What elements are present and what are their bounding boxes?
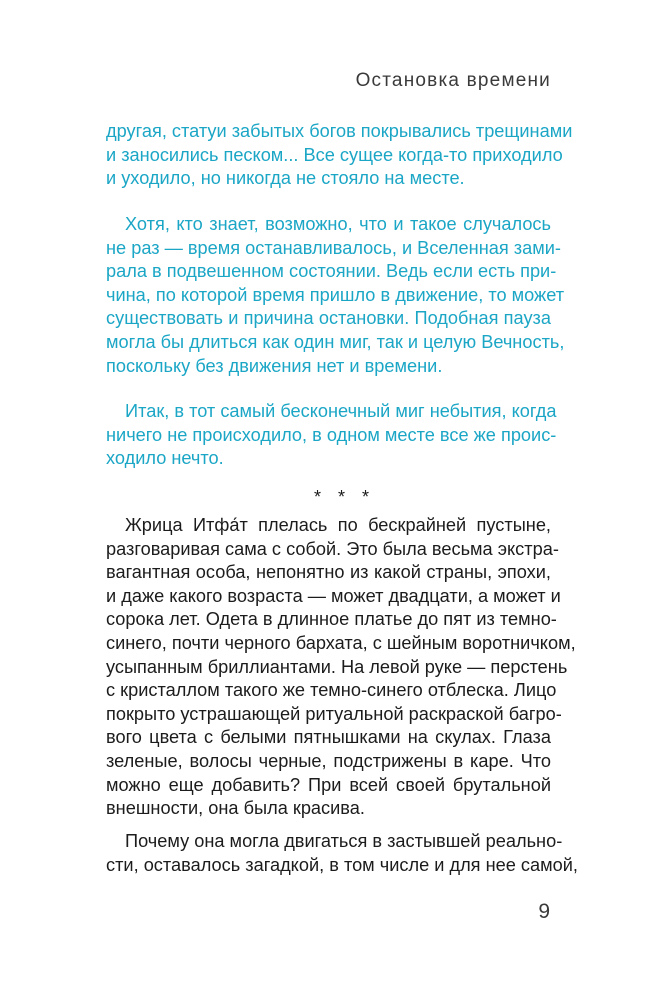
text-line: Жрица Итфа́т плелась по бескрайней пустыне, — [125, 515, 551, 535]
text-line: вого цвета с белыми пятнышками на скулах. Глаза — [106, 727, 551, 748]
text-line: и заносились песком... Все сущее когда-то приходило — [106, 144, 563, 165]
text-line: ничего не происходило, в одном месте все же проис- — [106, 424, 557, 445]
paragraph-2 — [106, 213, 565, 378]
text-line: сорока лет. Одета в длинное платье до пят из темно- — [106, 609, 557, 630]
text-line: чина, по которой время пришло в движение, то может — [106, 284, 565, 305]
text-line: покрыто устрашающей ритуальной раскраской багро- — [106, 703, 562, 724]
text-line: поскольку без движения нет и времени. — [106, 355, 443, 376]
text-line: Хотя, кто знает, возможно, что и такое случалось — [125, 214, 551, 234]
text-line: вагантная особа, непонятно из какой страны, эпохи, — [106, 562, 551, 583]
section-separator: * * * — [313, 487, 376, 507]
text-line: могла бы длиться как один миг, так и целую Вечность, — [106, 331, 565, 352]
page-number: 9 — [538, 900, 550, 923]
text-line: существовать и причина остановки. Подобная пауза — [106, 308, 551, 329]
text-line: не раз — время останавливалось, и Вселенная зами- — [106, 237, 561, 258]
paragraph-4 — [106, 514, 576, 821]
text-line: и даже какого возраста — может двадцати, а может и — [106, 585, 561, 606]
text-line: синего, почти черного бархата, с шейным воротничком, — [106, 632, 576, 653]
text-line: рала в подвешенном состоянии. Ведь если есть при- — [106, 261, 557, 282]
text-line: Почему она могла двигаться в застывшей реально- — [125, 831, 563, 851]
text-line: ходило нечто. — [106, 448, 224, 469]
text-line: усыпанным бриллиантами. На левой руке — перстень — [106, 656, 568, 677]
paragraph-1 — [106, 120, 573, 191]
text-line: другая, статуи забытых богов покрывались трещинами — [106, 121, 573, 141]
paragraph-5 — [106, 830, 578, 877]
text-line: с кристаллом такого же темно-синего отблеска. Лицо — [106, 680, 557, 701]
text-line: Итак, в тот самый бесконечный миг небытия, когда — [125, 401, 557, 421]
text-line: и уходило, но никогда не стояло на месте. — [106, 168, 465, 189]
running-head-title: Остановка времени — [355, 70, 551, 91]
text-line: внешности, она была красива. — [106, 798, 365, 819]
paragraph-3 — [106, 400, 557, 471]
text-line: сти, оставалось загадкой, в том числе и для нее самой, — [106, 854, 578, 875]
text-line: зеленые, волосы черные, подстрижены в каре. Что — [106, 750, 551, 771]
text-line: разговаривая сама с собой. Это была весьма экстра- — [106, 538, 559, 559]
text-line: можно еще добавить? При всей своей брутальной — [106, 774, 551, 795]
